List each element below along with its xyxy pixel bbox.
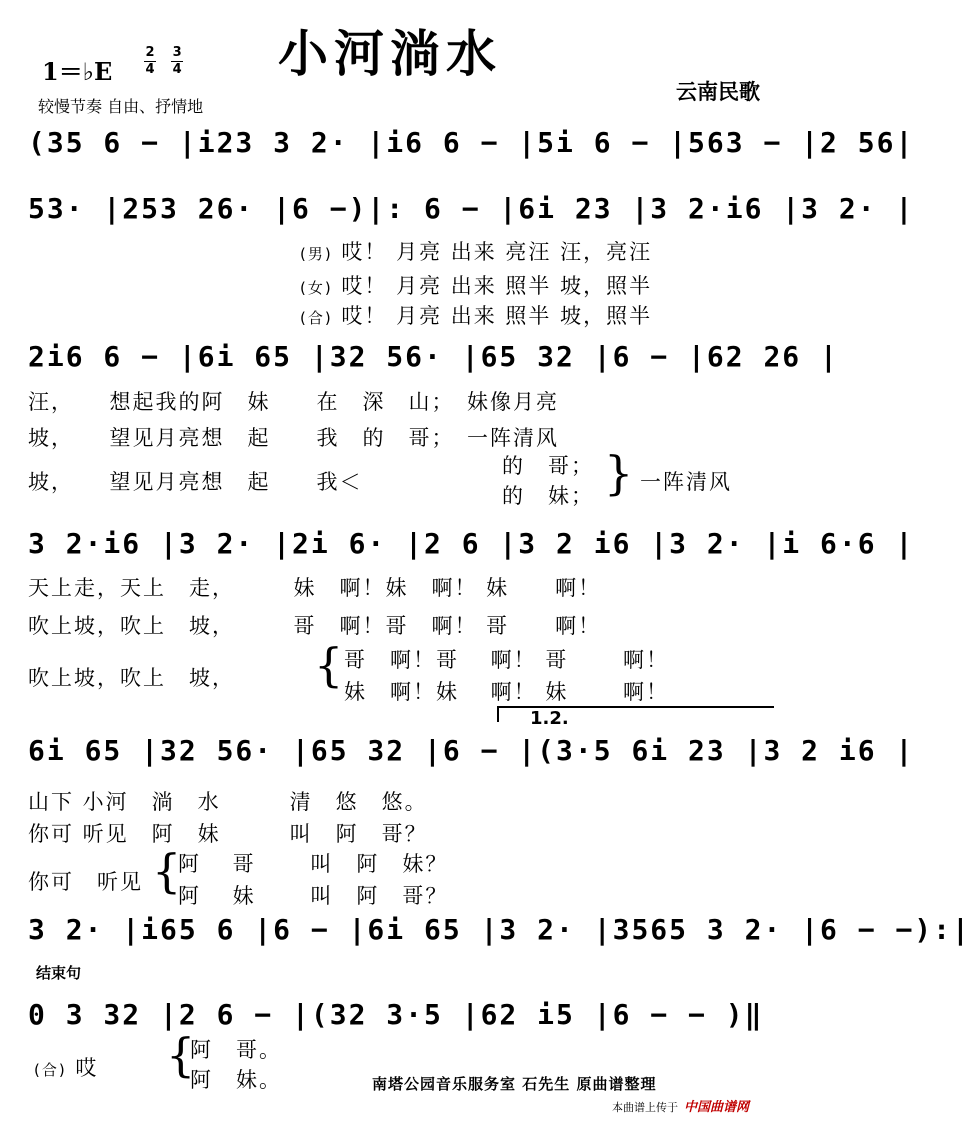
lyric-row5-a: 山下 小河 淌 水 清 悠 悠。 (28, 790, 428, 814)
time-signature-2-4: $\frac{2}{4}$ (145, 45, 155, 77)
lyric-row3-a: 汪， 想起我的阿 妹 在 深 山； 妹像月亮 (28, 390, 559, 414)
score-row-3: 2i6 6 − |6i 65 |32 56· |65 32 |6 − |62 26 | (28, 340, 839, 373)
lyric-row4-b: 吹上坡，吹上 坡， 哥 啊！哥 啊！ 哥 啊！ (28, 614, 602, 638)
lyric-row3-c-tail: 一阵清风 (640, 470, 732, 494)
score-row-2: 53· |253 26· |6 −)|: 6 − |6i 23 |3 2·i6 |3 2· | (28, 192, 915, 225)
score-row-5: 6i 65 |32 56· |65 32 |6 − |(3·5 6i 23 |3 2 i6 | (28, 734, 915, 767)
score-row-1: (35 6 − |i23 3 2· |i6 6 − |5i 6 − |563 − |2 56| (28, 126, 915, 159)
lyric-row3-c-lower: 的 妹； (502, 484, 594, 508)
key-signature: 1＝♭E (42, 57, 113, 86)
verse-line-female: (女) 哎！ 月亮 出来 照半 坡，照半 (300, 274, 653, 298)
score-row-4: 3 2·i6 |3 2· |2i 6· |2 6 |3 2 i6 |3 2· |i 6·6 | (28, 527, 915, 560)
upload-note: 本曲谱上传于 (612, 1101, 678, 1114)
volta-label: 1.2. (530, 708, 569, 729)
verse-line-male: (男) 哎！ 月亮 出来 亮汪 汪，亮汪 (300, 240, 653, 264)
lyric-row4-a: 天上走，天上 走， 妹 啊！妹 啊！ 妹 啊！ (28, 576, 602, 600)
lyric-row4-c-upper: 哥 啊！哥 啊！ 哥 啊！ (344, 648, 670, 672)
ending-lyric-lower: 阿 妹。 (190, 1068, 282, 1092)
time-signatures (144, 46, 193, 77)
lyric-row3-c: 坡， 望见月亮想 起 我＜ (28, 470, 363, 494)
lyric-row4-c-lower: 妹 啊！妹 啊！ 妹 啊！ (344, 680, 670, 704)
lyric-row5-b: 你可 听见 阿 妹 叫 阿 哥？ (28, 822, 428, 846)
ending-lyric-voice: (合) 哎 (34, 1056, 99, 1080)
song-title: 小河淌水 (278, 24, 502, 83)
lyric-row3-b: 坡， 望见月亮想 起 我 的 哥； 一阵清风 (28, 426, 559, 450)
brace-icon: { (166, 1028, 196, 1082)
brace-icon: { (152, 844, 182, 898)
tempo-marking: 较慢节奏 自由、抒情地 (38, 97, 204, 116)
ending-label: 结束句 (36, 964, 82, 982)
score-row-6: 3 2· |i65 6 |6 − |6i 65 |3 2· |3565 3 2· |6 − −):| (28, 913, 971, 946)
lyric-row5-c-lower: 阿 妹 叫 阿 哥？ (178, 884, 449, 908)
credit-line: 南塔公园音乐服务室 石先生 原曲谱整理 (372, 1075, 657, 1093)
brace-icon: } (604, 446, 634, 500)
site-logo: 中国曲谱网 (684, 1100, 750, 1115)
lyric-row5-c: 你可 听见 (28, 870, 143, 894)
lyric-row5-c-upper: 阿 哥 叫 阿 妹？ (178, 852, 449, 876)
time-signature-3-4: $\frac{3}{4}$ (172, 45, 182, 77)
verse-line-chorus: (合) 哎！ 月亮 出来 照半 坡，照半 (300, 304, 653, 328)
ending-lyric-upper: 阿 哥。 (190, 1038, 282, 1062)
score-row-7: 0 3 32 |2 6 − |(32 3·5 |62 i5 |6 − − )‖ (28, 998, 764, 1031)
lyric-row3-c-upper: 的 哥； (502, 454, 594, 478)
brace-icon: { (314, 638, 344, 692)
song-origin: 云南民歌 (676, 80, 760, 104)
lyric-row4-c: 吹上坡，吹上 坡， (28, 666, 235, 690)
